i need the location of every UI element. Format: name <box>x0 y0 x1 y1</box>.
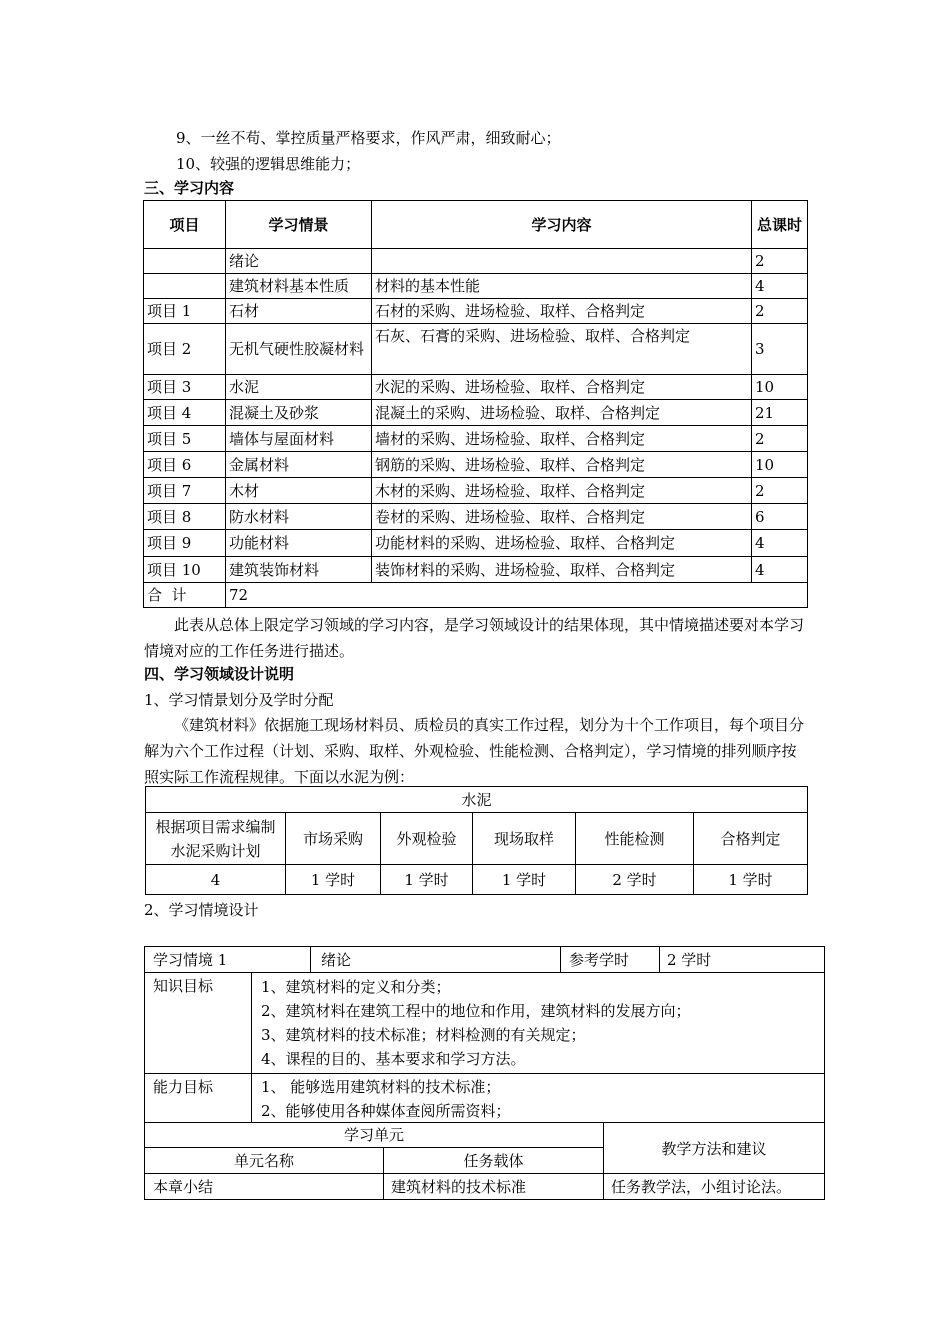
table-row <box>144 249 808 274</box>
process-header-testing: 性能检测 <box>576 813 694 865</box>
cell-situation: 功能材料 <box>226 530 372 557</box>
ref-hours-value: 2 学时 <box>667 951 712 969</box>
objective-line-10: 10、较强的逻辑思维能力； <box>176 155 361 173</box>
cell-hours: 2 <box>752 478 808 504</box>
process-hours-sampling: 1 学时 <box>473 865 576 895</box>
cell-hours: 2 <box>752 299 808 324</box>
knowledge-list <box>261 975 691 1071</box>
cell-project: 项目 9 <box>144 530 226 557</box>
cell-content: 墙材的采购、进场检验、取样、合格判定 <box>372 426 752 452</box>
learning-situation-table <box>144 946 825 1200</box>
cell-content: 石材的采购、进场检验、取样、合格判定 <box>372 299 752 324</box>
ability-item: 2、能够使用各种媒体查阅所需资料； <box>261 1102 511 1120</box>
unit-name-header: 单元名称 <box>233 1152 294 1170</box>
process-hours-inspection: 1 学时 <box>381 865 473 895</box>
table-row <box>144 478 808 504</box>
cell-project: 项目 8 <box>144 504 226 530</box>
cell-project: 项目 2 <box>144 324 226 375</box>
process-hours-judgement: 1 学时 <box>694 865 808 895</box>
cell-situation: 金属材料 <box>226 452 372 478</box>
cell-situation: 建筑材料基本性质 <box>226 274 372 299</box>
cell-project: 项目 3 <box>144 375 226 400</box>
cell-situation: 墙体与屋面材料 <box>226 426 372 452</box>
cell-situation: 混凝土及砂浆 <box>226 400 372 426</box>
cell-hours: 4 <box>752 557 808 583</box>
subsection-1-title: 1、学习情景划分及学时分配 <box>144 691 334 709</box>
col-header-content: 学习内容 <box>372 201 752 249</box>
process-header-sampling: 现场取样 <box>473 813 576 865</box>
total-label: 合 计 <box>144 583 226 608</box>
table-row <box>144 504 808 530</box>
unit-header: 学习单元 <box>343 1126 404 1144</box>
process-hours-testing: 2 学时 <box>576 865 694 895</box>
cell-project: 项目 5 <box>144 426 226 452</box>
cell-hours: 2 <box>752 249 808 274</box>
cement-process-table <box>145 786 808 895</box>
cell-hours: 21 <box>752 400 808 426</box>
knowledge-item: 1、建筑材料的定义和分类； <box>261 978 451 996</box>
cell-situation: 木材 <box>226 478 372 504</box>
cell-situation: 绪论 <box>226 249 372 274</box>
process-header-plan: 根据项目需求编制水泥采购计划 <box>146 813 286 865</box>
cell-project: 项目 1 <box>144 299 226 324</box>
table-row <box>144 375 808 400</box>
process-hours-plan: 4 <box>146 865 286 895</box>
table-note-paragraph: 此表从总体上限定学习领域的学习内容，是学习领域设计的结果体现，其中情境描述要对本学习情境对应的工作任务进行描述。 <box>144 616 805 660</box>
total-value: 72 <box>226 583 808 608</box>
cell-situation: 防水材料 <box>226 504 372 530</box>
cell-hours: 10 <box>752 452 808 478</box>
cell-project <box>144 249 226 274</box>
situation-label: 学习情境 1 <box>153 951 228 969</box>
cell-situation: 无机气硬性胶凝材料 <box>226 324 372 375</box>
work-process-paragraph: 《建筑材料》依据施工现场材料员、质检员的真实工作过程，划分为十个工作项目，每个项目分解为六个工作过程（计划、采购、取样、外观检验、性能检测、合格判定），学习情境的排列顺序按照实际工作流程规律。下面以水泥为例： <box>144 716 805 786</box>
table-row <box>144 426 808 452</box>
task-header: 任务载体 <box>463 1152 524 1170</box>
cell-content: 装饰材料的采购、进场检验、取样、合格判定 <box>372 557 752 583</box>
cell-project: 项目 4 <box>144 400 226 426</box>
ability-label: 能力目标 <box>153 1078 214 1096</box>
table-row <box>144 530 808 557</box>
col-header-situation: 学习情景 <box>226 201 372 249</box>
process-header-inspection: 外观检验 <box>381 813 473 865</box>
cell-project: 项目 6 <box>144 452 226 478</box>
table-row <box>144 557 808 583</box>
cell-situation: 水泥 <box>226 375 372 400</box>
col-header-project: 项目 <box>144 201 226 249</box>
cell-content <box>372 249 752 274</box>
cell-situation: 石材 <box>226 299 372 324</box>
cell-content: 材料的基本性能 <box>372 274 752 299</box>
table-total-row <box>144 583 808 608</box>
section-4-title: 四、学习领域设计说明 <box>144 665 295 683</box>
cell-content: 木材的采购、进场检验、取样、合格判定 <box>372 478 752 504</box>
teaching-method: 任务教学法，小组讨论法。 <box>611 1178 792 1196</box>
cell-hours: 10 <box>752 375 808 400</box>
cell-project: 项目 7 <box>144 478 226 504</box>
cell-content: 混凝土的采购、进场检验、取样、合格判定 <box>372 400 752 426</box>
process-header-purchase: 市场采购 <box>286 813 381 865</box>
cell-hours: 2 <box>752 426 808 452</box>
cell-content: 功能材料的采购、进场检验、取样、合格判定 <box>372 530 752 557</box>
knowledge-item: 2、建筑材料在建筑工程中的地位和作用，建筑材料的发展方向； <box>261 1002 691 1020</box>
cell-content: 钢筋的采购、进场检验、取样、合格判定 <box>372 452 752 478</box>
process-hours-purchase: 1 学时 <box>286 865 381 895</box>
knowledge-item: 3、建筑材料的技术标准；材料检测的有关规定； <box>261 1026 586 1044</box>
task-carrier: 建筑材料的技术标准 <box>391 1178 527 1196</box>
section-3-title: 三、学习内容 <box>144 179 235 197</box>
col-header-hours: 总课时 <box>752 201 808 249</box>
cell-hours: 3 <box>752 324 808 375</box>
cell-project: 项目 10 <box>144 557 226 583</box>
cell-hours: 4 <box>752 530 808 557</box>
cell-content: 石灰、石膏的采购、进场检验、取样、合格判定 <box>372 324 752 375</box>
objective-line-9: 9、一丝不苟、掌控质量严格要求，作风严肃，细致耐心； <box>176 129 561 147</box>
cell-hours: 6 <box>752 504 808 530</box>
cell-situation: 建筑装饰材料 <box>226 557 372 583</box>
cell-content: 卷材的采购、进场检验、取样、合格判定 <box>372 504 752 530</box>
table-row <box>144 452 808 478</box>
method-header: 教学方法和建议 <box>661 1140 767 1158</box>
knowledge-item: 4、课程的目的、基本要求和学习方法。 <box>261 1050 526 1068</box>
ability-list <box>261 1075 511 1123</box>
process-header-judgement: 合格判定 <box>694 813 808 865</box>
table-row <box>144 299 808 324</box>
ref-hours-label: 参考学时 <box>569 951 630 969</box>
knowledge-label: 知识目标 <box>153 977 214 995</box>
cell-hours: 4 <box>752 274 808 299</box>
ability-item: 1、 能够选用建筑材料的技术标准； <box>261 1078 501 1096</box>
table-row <box>144 400 808 426</box>
unit-name: 本章小结 <box>153 1178 214 1196</box>
table-row <box>144 274 808 299</box>
table-row <box>144 324 808 375</box>
cell-content: 水泥的采购、进场检验、取样、合格判定 <box>372 375 752 400</box>
cell-project <box>144 274 226 299</box>
situation-name: 绪论 <box>321 951 352 969</box>
learning-content-table <box>143 200 808 608</box>
subsection-2-title: 2、学习情境设计 <box>144 901 259 919</box>
cement-table-title: 水泥 <box>146 787 808 813</box>
